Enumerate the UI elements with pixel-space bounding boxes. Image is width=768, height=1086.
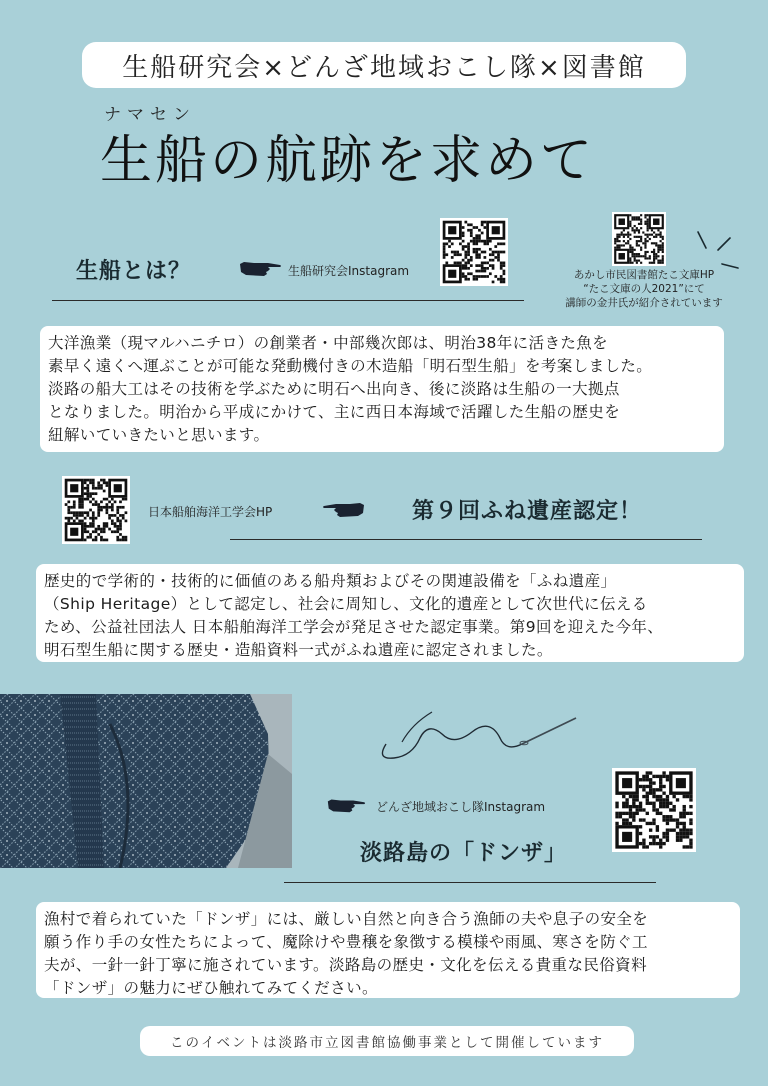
divider <box>284 882 656 883</box>
divider <box>52 300 524 301</box>
page-title: 生船の航跡を求めて <box>100 131 596 191</box>
section-heading-heritage: 第９回ふね遺産認定！ <box>412 498 643 524</box>
qr-code-icon[interactable] <box>612 212 666 266</box>
donza-instagram-label[interactable]: どんざ地域おこし隊Instagram <box>376 800 546 814</box>
heritage-description: 歴史的で学術的・技術的に価値のある船舟類およびその関連設備を「ふね遺産」 （Ship Heritage）として認定し、社会に周知し、文化的遺産として次世代に伝える ため、公益社団法人 日本船舶海洋工学会が発足させた認定事業。第9回を迎えた今年、 明石型生船に関する歴史・造船資料一式がふね遺産に認定されました。 <box>36 564 744 662</box>
donza-fabric-photo <box>0 694 292 868</box>
jasnaoe-hp-label[interactable]: 日本船舶海洋工学会HP <box>148 505 273 519</box>
donza-description: 漁村で着られていた「ドンザ」には、厳しい自然と向き合う漁師の夫や息子の安全を 願う作り手の女性たちによって、魔除けや豊穣を象徴する模様や雨風、寒さを防ぐ工 夫が、一針一針丁寧に施されています。淡路島の歴史・文化を伝える貴重な民俗資料 「ドンザ」の魅力にぜひ触れてみてください。 <box>36 902 740 998</box>
title-ruby: ナマセン <box>104 105 196 125</box>
qr-code-icon[interactable] <box>440 218 508 286</box>
needle-thread-icon <box>372 704 582 766</box>
namasen-instagram-label[interactable]: 生船研究会Instagram <box>288 264 410 278</box>
pointing-hand-icon <box>326 795 366 815</box>
divider <box>230 539 702 540</box>
section-heading-donza: 淡路島の「ドンザ」 <box>360 840 568 866</box>
note-line-2: “たこ文庫の人2021”にて <box>583 283 705 295</box>
tako-bunko-note <box>548 268 740 310</box>
qr-code-icon[interactable] <box>62 476 130 544</box>
note-line-3: 講師の金井氏が紹介されています <box>565 297 723 309</box>
section-heading-namasen: 生船とは？ <box>76 258 192 284</box>
namasen-description: 大洋漁業（現マルハニチロ）の創業者・中部幾次郎は、明治38年に活きた魚を 素早く遠くへ運ぶことが可能な発動機付きの木造船「明石型生船」を考案しました。 淡路の船大工はその技術を学ぶために明石へ出向き、後に淡路は生船の一大拠点 となりました。明治から平成にかけて、主に西日本海域で活躍した生船の歴史を 紐解いていきたいと思います。 <box>40 326 724 452</box>
footer-note: このイベントは淡路市立図書館協働事業として開催しています <box>140 1026 634 1056</box>
qr-code-icon[interactable] <box>612 768 696 852</box>
pointing-hand-icon <box>238 258 282 278</box>
header-banner: 生船研究会×どんざ地域おこし隊×図書館 <box>82 42 686 88</box>
note-line-1: あかし市民図書館たこ文庫HP <box>573 269 715 281</box>
pointing-hand-icon <box>322 499 366 519</box>
